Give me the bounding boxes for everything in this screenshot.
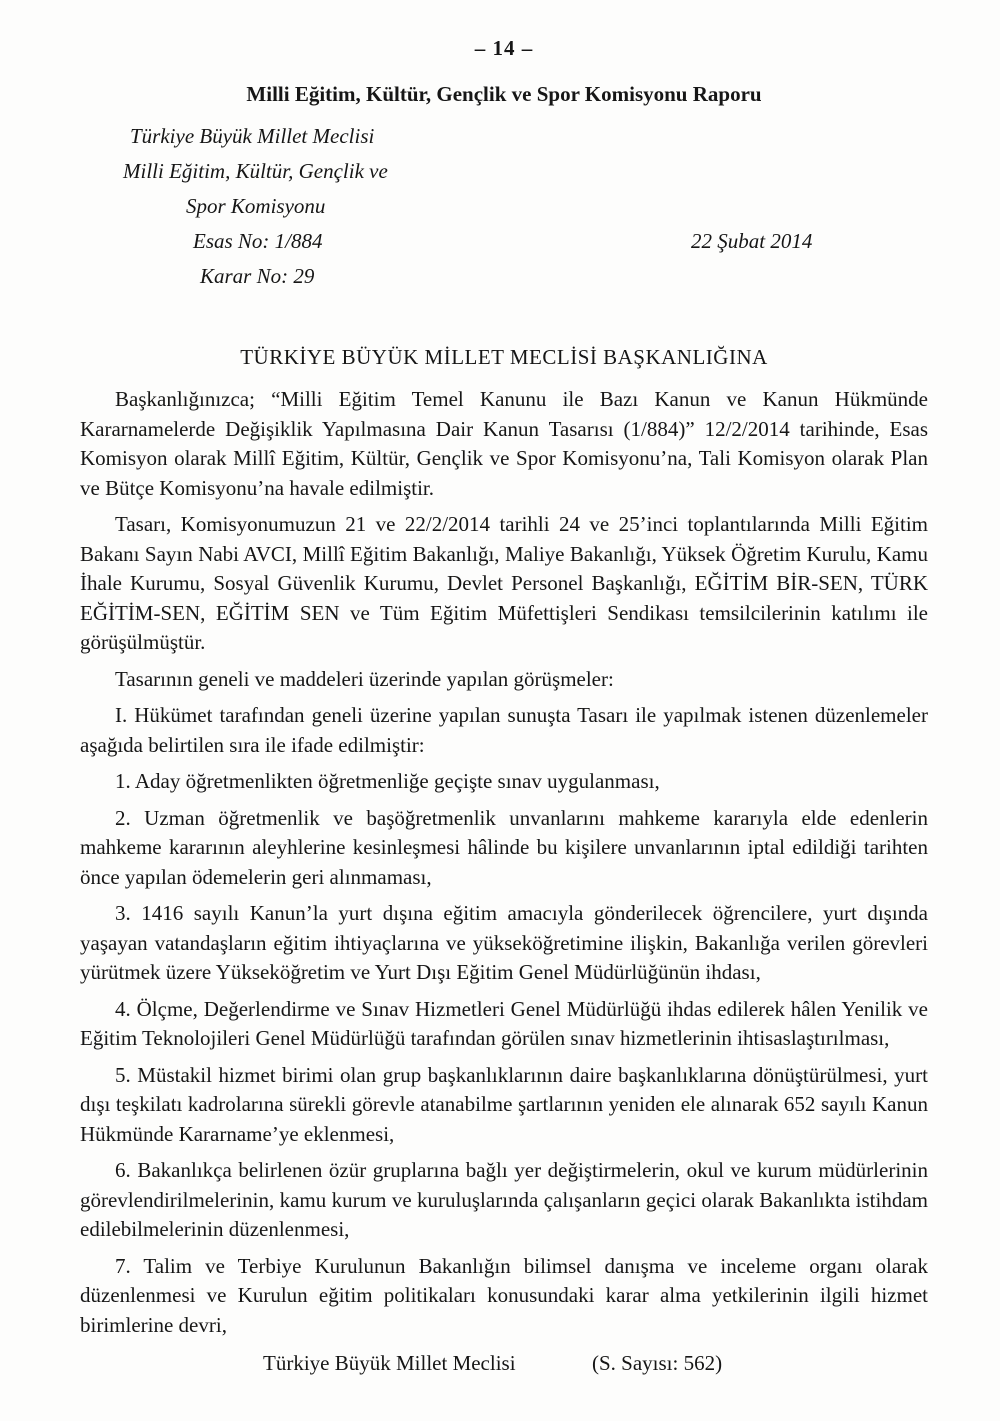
report-title: Milli Eğitim, Kültür, Gençlik ve Spor Komisyonu Raporu [246, 82, 762, 106]
body-list-item-6: 6. Bakanlıkça belirlenen özür gruplarına bağlı yer değiştirmelerin, okul ve kurum müdürlerinin görevlendirilmelerinin, kamu kurum ve kuruluşlarında çalışanların geçici olarak Bakanlıkta istihdam edilebilmelerinin düzenlenmesi, [80, 1158, 928, 1241]
body-paragraph-session: Tasarı, Komisyonumuzun 21 ve 22/2/2014 tarihli 24 ve 25’inci toplantılarında Milli Eğitim Bakanı Sayın Nabi AVCI, Millî Eğitim Bakanlığı, Maliye Bakanlığı, Yüksek Öğretim Kurulu, Kamu İhale Kurumu, Sosyal Güvenlik Kurumu, Devlet Personel Başkanlığı, EĞİTİM BİR-SEN, TÜRK EĞİTİM-SEN, EĞİTİM SEN ve Tüm Eğitim Müfettişleri Sendikası temsilcilerinin katılımı ile görüşülmüştür. [80, 512, 928, 654]
body-paragraph-intro: Başkanlığınızca; “Milli Eğitim Temel Kanunu ile Bazı Kanun ve Kanun Hükmünde Kararnamelerde Değişiklik Yapılmasına Dair Kanun Tasarısı (1/884)” 12/2/2014 tarihinde, Esas Komisyon olarak Millî Eğitim, Kültür, Gençlik ve Spor Komisyonu’na, Tali Komisyon olarak Plan ve Bütçe Komisyonu’na havale edilmiştir. [80, 387, 928, 500]
addressee-heading: TÜRKİYE BÜYÜK MİLLET MECLİSİ BAŞKANLIĞINA [240, 345, 768, 369]
body-list-item-3: 3. 1416 sayılı Kanun’la yurt dışına eğitim amacıyla gönderilecek öğrencilere, yurt dışında yaşayan vatandaşların eğitim ihtiyaçlarına ve yükseköğretimine ilişkin, Bakanlığa verilen görevleri yürütmek üzere Yükseköğretim ve Yurt Dışı Eğitim Genel Müdürlüğünün ihdası, [80, 901, 928, 984]
meta-commission-line1: Milli Eğitim, Kültür, Gençlik ve [123, 159, 388, 183]
footer-series-number: (S. Sayısı: 562) [592, 1351, 723, 1375]
body-list-item-1: 1. Aday öğretmenlikten öğretmenliğe geçişte sınav uygulanması, [115, 769, 660, 793]
page-number: – 14 – [474, 36, 534, 60]
body-list-item-7: 7. Talim ve Terbiye Kurulunun Bakanlığın bilimsel danışma ve inceleme organı olarak düzenlenmesi ve Kurulun eğitim politikaları konusundaki karar alma yetkilerinin ilgili hizmet birimlerine devri, [80, 1253, 928, 1337]
meta-esas-no: Esas No: 1/884 [193, 229, 323, 253]
meta-institution: Türkiye Büyük Millet Meclisi [130, 124, 375, 148]
body-paragraph-heading: Tasarının geneli ve maddeleri üzerinde yapılan görüşmeler: [115, 666, 614, 691]
body-paragraph-list-intro: I. Hükümet tarafından geneli üzerine yapılan sunuşta Tasarı ile yapılmak istenen düzenlemeler aşağıda belirtilen sıra ile ifade edilmiştir: [80, 703, 928, 757]
commission-meta-block [80, 119, 928, 294]
footer-institution: Türkiye Büyük Millet Meclisi [263, 1351, 516, 1375]
document-body [80, 385, 928, 1340]
body-list-item-2: 2. Uzman öğretmenlik ve başöğretmenlik unvanlarını mahkeme kararıyla elde edenlerin mahkeme kararının aleyhlerine kesinleşmesi hâlinde bu kişilere unvanlarının iptal edildiği tarihten önce yapılan ödemelerin geri alınmaması, [80, 805, 928, 889]
body-list-item-4: 4. Ölçme, Değerlendirme ve Sınav Hizmetleri Genel Müdürlüğü ihdas edilerek hâlen Yenilik ve Eğitim Teknolojileri Genel Müdürlüğü tarafından görülen sınav hizmetlerinin ihtisaslaştırılması, [80, 996, 928, 1050]
meta-date: 22 Şubat 2014 [691, 229, 813, 253]
body-list-item-5: 5. Müstakil hizmet birimi olan grup başkanlıklarının daire başkanlıklarına dönüştürülmesi, yurt dışı teşkilatı kadrolarına sürekli görevle atanabilme şartlarının yeniden ele alınarak 652 sayılı Kanun Hükmünde Kararname’ye eklenmesi, [80, 1062, 928, 1146]
meta-karar-no: Karar No: 29 [200, 264, 315, 288]
meta-commission-line2: Spor Komisyonu [186, 194, 326, 218]
meta-esas-row [193, 224, 928, 259]
